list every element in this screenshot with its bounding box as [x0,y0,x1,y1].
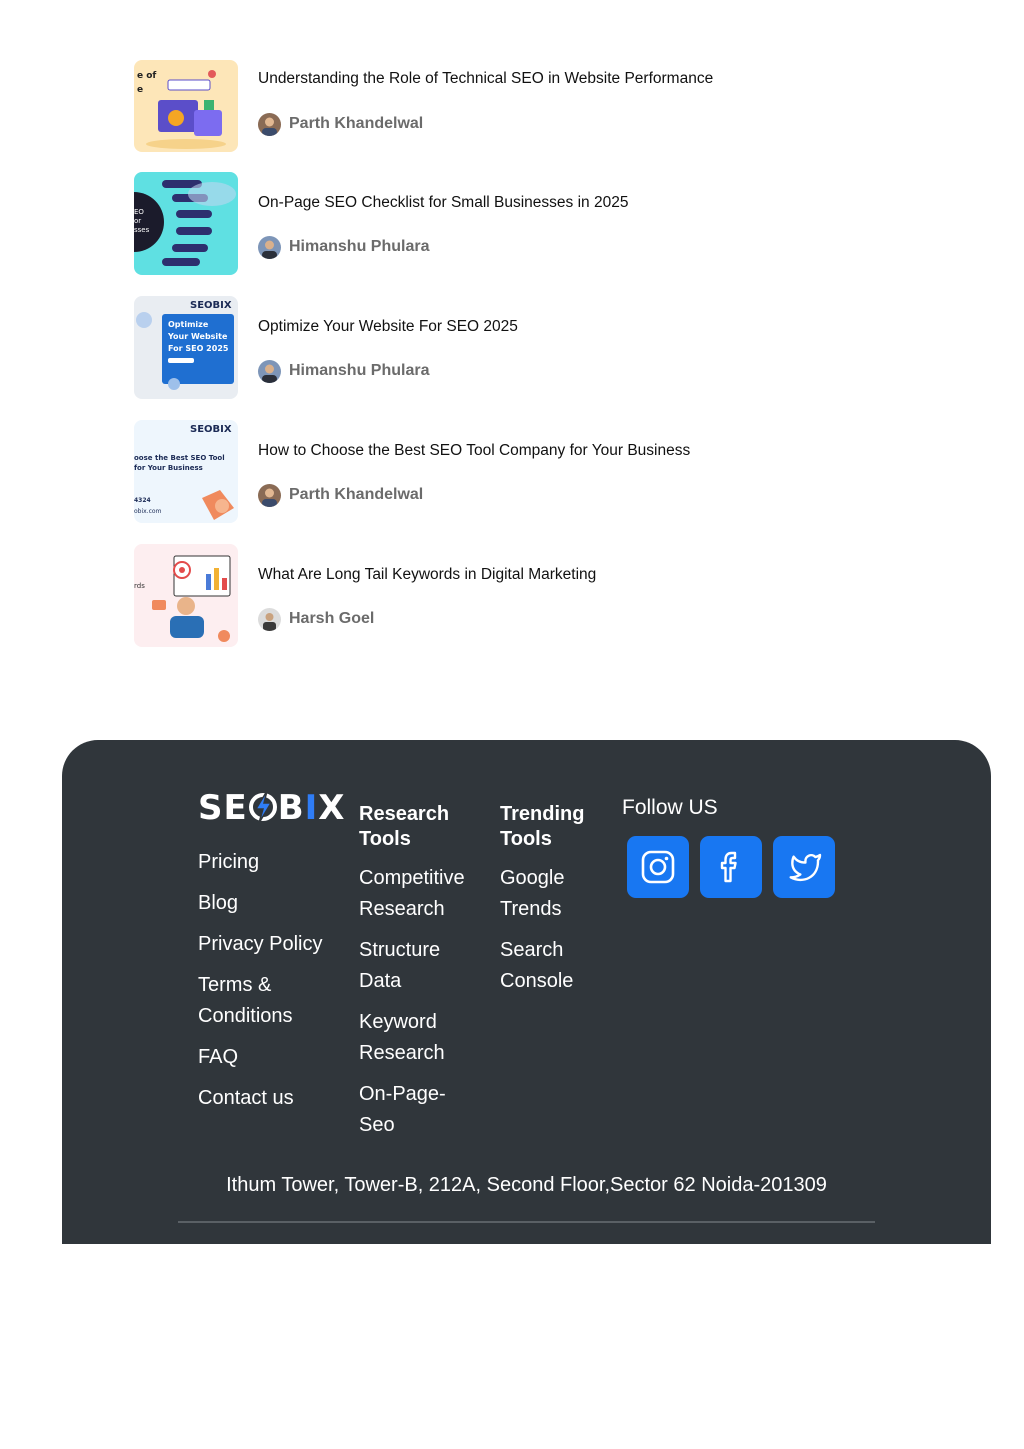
twitter-button[interactable] [773,836,835,898]
post-card[interactable] [134,172,894,276]
lightning-o-icon [248,790,278,824]
site-footer [62,740,991,1244]
post-title[interactable]: What Are Long Tail Keywords in Digital Marketing [258,566,597,583]
footer-link-privacy-policy[interactable]: Privacy Policy [198,933,323,955]
footer-link-search-console[interactable]: Search Console [500,939,574,992]
post-title[interactable]: How to Choose the Best SEO Tool Company for Your Business [258,442,691,459]
post-thumbnail[interactable] [134,420,238,523]
trending-tools-column [500,802,596,1007]
avatar [258,608,281,631]
thumbnail-text: Optimize [168,320,209,329]
facebook-icon [714,850,748,884]
thumbnail-text: oose the Best SEO Tool [134,454,225,462]
thumbnail-text: EO [134,208,144,216]
avatar [258,484,281,507]
twitter-icon [785,850,823,884]
post-author [258,112,423,136]
post-title[interactable]: Understanding the Role of Technical SEO in Website Performance [258,70,714,87]
instagram-icon [641,850,675,884]
post-title[interactable]: On-Page SEO Checklist for Small Businesses in 2025 [258,194,629,211]
post-thumbnail[interactable] [134,544,238,647]
thumbnail-text: For SEO 2025 [168,344,229,353]
author-name: Himanshu Phulara [289,362,430,379]
thumbnail-text: rds [134,582,145,590]
post-author [258,235,429,259]
social-links [627,836,835,898]
footer-link-google-trends[interactable]: Google Trends [500,867,565,920]
post-author [258,607,374,631]
research-tools-column [359,802,477,1151]
company-address: Ithum Tower, Tower-B, 212A, Second Floor,Sector 62 Noida-201309 [226,1174,827,1196]
follow-us-heading: Follow US [622,796,718,819]
thumbnail-text: for Your Business [134,464,203,472]
logo-text: SE BIX [198,788,346,828]
post-card[interactable] [134,296,894,400]
footer-link-pricing[interactable]: Pricing [198,851,260,873]
avatar [258,113,281,136]
thumbnail-text: e [137,85,144,95]
thumbnail-text: or [134,217,142,225]
author-name: Himanshu Phulara [289,238,430,255]
post-card[interactable] [134,544,894,648]
footer-links [198,847,348,1124]
author-name: Parth Khandelwal [289,486,424,503]
footer-link-contact[interactable]: Contact us [198,1087,294,1109]
footer-link-blog[interactable]: Blog [198,892,239,914]
post-thumbnail[interactable] [134,60,238,152]
footer-link-keyword-research[interactable]: Keyword Research [359,1011,445,1064]
footer-link-on-page-seo[interactable]: On-Page-Seo [359,1083,446,1136]
footer-link-competitive-research[interactable]: Competitive Research [359,867,465,920]
thumbnail-text: 4324 [134,497,151,504]
footer-link-terms[interactable]: Terms & Conditions [198,974,293,1027]
post-card[interactable] [134,60,894,164]
thumbnail-text: obix.com [134,508,162,515]
avatar [258,236,281,259]
research-tools-heading: Research Tools [359,803,450,850]
post-thumbnail[interactable] [134,296,238,399]
facebook-button[interactable] [700,836,762,898]
author-name: Parth Khandelwal [289,115,424,132]
seobix-logo[interactable] [198,788,346,828]
thumbnail-text: Your Website [168,332,228,341]
thumbnail-text: SEOBIX [190,300,232,311]
post-title[interactable]: Optimize Your Website For SEO 2025 [258,318,518,335]
thumbnail-text: sses [134,226,150,234]
author-name: Harsh Goel [289,610,375,627]
trending-tools-heading: Trending Tools [500,803,585,850]
post-author [258,359,429,383]
thumbnail-text: e of [137,71,157,81]
post-card[interactable] [134,420,894,524]
footer-link-faq[interactable]: FAQ [198,1046,239,1068]
footer-divider [178,1221,875,1223]
post-thumbnail[interactable] [134,172,238,275]
thumbnail-text: SEOBIX [190,424,232,435]
footer-link-structure-data[interactable]: Structure Data [359,939,441,992]
post-author [258,483,423,507]
instagram-button[interactable] [627,836,689,898]
avatar [258,360,281,383]
